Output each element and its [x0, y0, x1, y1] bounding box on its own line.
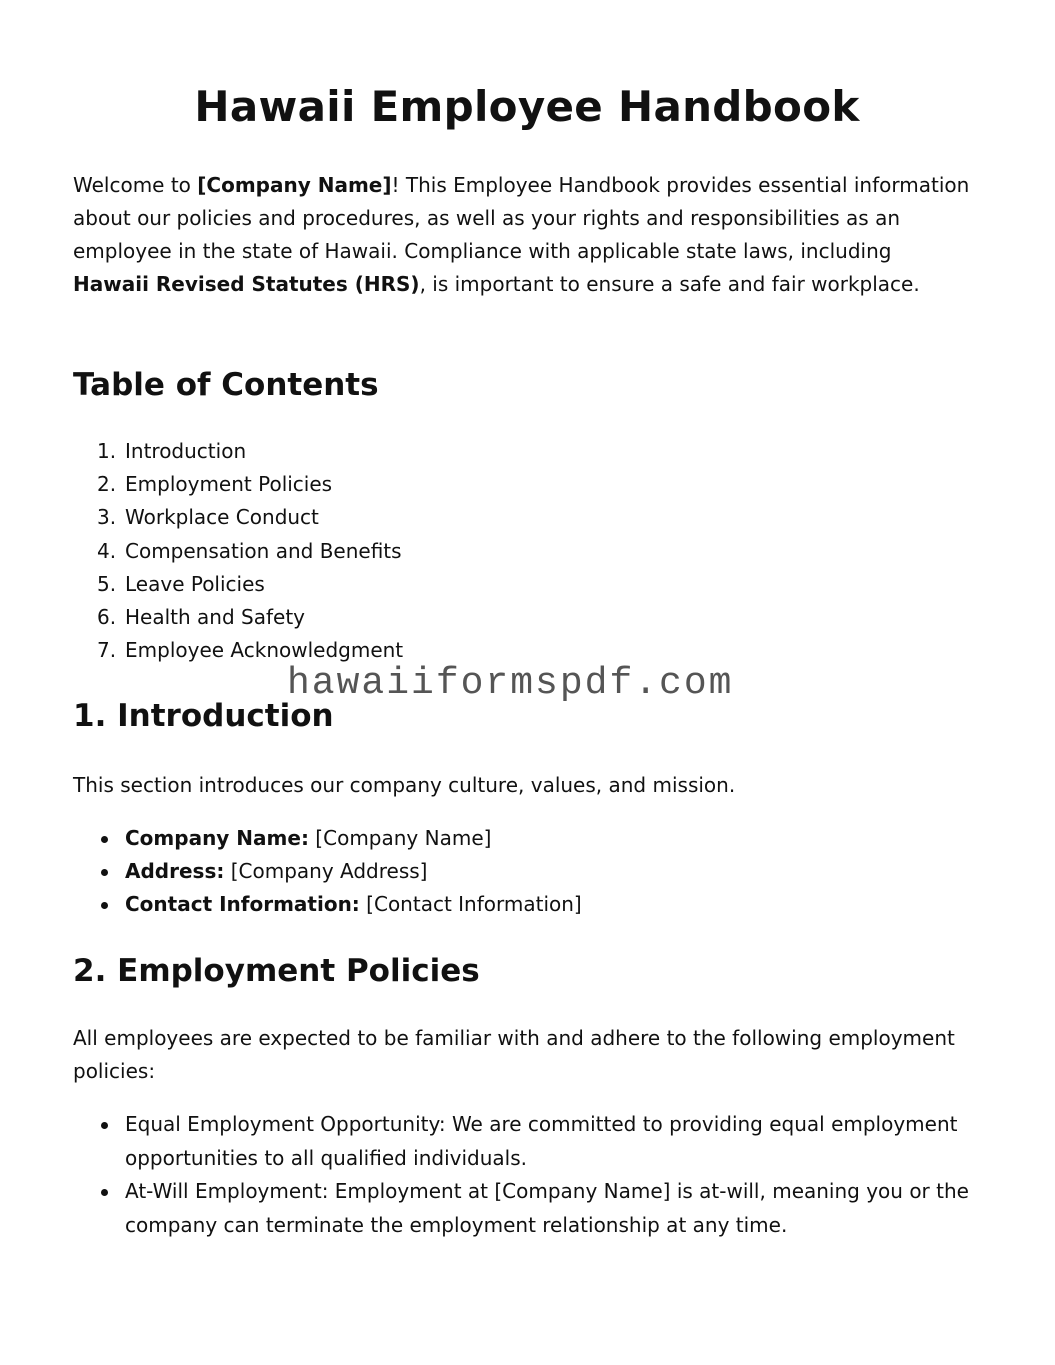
field-label: Company Name:: [125, 826, 309, 850]
toc-item-number: 3.: [97, 505, 117, 530]
section-employment-policies-text: All employees are expected to be familiar with and adhere to the following employment policies:: [73, 1026, 955, 1083]
toc-item-label: Health and Safety: [125, 605, 305, 630]
intro-paragraph: [73, 169, 973, 301]
policy-text: At-Will Employment: Employment at [Company Name] is at-will, meaning you or the company can terminate the employment relationship at any time.: [125, 1179, 969, 1237]
intro-text-1: Welcome to: [73, 173, 198, 197]
field-label: Contact Information:: [125, 892, 360, 917]
toc-item-number: 7.: [97, 638, 117, 663]
toc-item-label: Compensation and Benefits: [125, 538, 402, 563]
list-item: [73, 822, 975, 855]
section-employment-policies-heading: 2. Employment Policies: [73, 953, 480, 989]
toc-item-label: Employment Policies: [125, 472, 333, 497]
toc-item-number: 5.: [97, 571, 117, 596]
bullet-icon: [101, 836, 108, 843]
list-item: [73, 855, 975, 888]
toc-item-number: 1.: [97, 439, 117, 463]
field-value: [Company Address]: [224, 859, 428, 884]
bullet-icon: [101, 1122, 108, 1129]
list-item: [73, 1108, 975, 1175]
toc-item-number: 6.: [97, 605, 117, 630]
toc-heading: Table of Contents: [73, 367, 379, 403]
list-item: [73, 888, 975, 921]
policy-text: Equal Employment Opportunity: We are committed to providing equal employment opportunities to all qualified individuals.: [125, 1112, 958, 1170]
watermark-text: hawaiiformspdf.com: [287, 662, 734, 705]
toc-item: [73, 501, 403, 534]
list-item: [73, 1175, 975, 1242]
intro-statute: Hawaii Revised Statutes (HRS): [73, 272, 420, 296]
toc-item-number: 4.: [97, 538, 117, 563]
toc-item-number: 2.: [97, 472, 117, 497]
intro-text-2: ! This Employee Handbook provides essential information about our policies and procedures, as well as your rights and responsibilities as an employee in the state of Hawaii. Compliance with applicable state laws, including: [73, 173, 970, 263]
toc-item: [73, 468, 403, 501]
toc-item-label: Workplace Conduct: [125, 505, 319, 530]
toc-list: [73, 435, 403, 667]
toc-item: [73, 601, 403, 634]
field-label: Address:: [125, 859, 225, 884]
company-info-list: [73, 822, 975, 922]
bullet-icon: [101, 1189, 108, 1196]
section-introduction-text: This section introduces our company culture, values, and mission.: [73, 773, 736, 797]
section-introduction-heading: 1. Introduction: [73, 698, 334, 734]
toc-item: [73, 435, 403, 468]
toc-item: [73, 568, 403, 601]
bullet-icon: [101, 869, 108, 876]
toc-item-label: Introduction: [125, 439, 247, 463]
field-value: [Contact Information]: [359, 892, 582, 917]
intro-text-3: , is important to ensure a safe and fair workplace.: [419, 272, 920, 296]
toc-item-label: Leave Policies: [125, 571, 265, 596]
employment-policies-list: [73, 1108, 975, 1242]
document-title: Hawaii Employee Handbook: [194, 82, 860, 131]
toc-item: [73, 535, 403, 568]
toc-item-label: Employee Acknowledgment: [125, 638, 404, 663]
bullet-icon: [101, 902, 108, 909]
field-value: [Company Name]: [308, 826, 492, 850]
intro-company-placeholder: [Company Name]: [197, 173, 392, 197]
